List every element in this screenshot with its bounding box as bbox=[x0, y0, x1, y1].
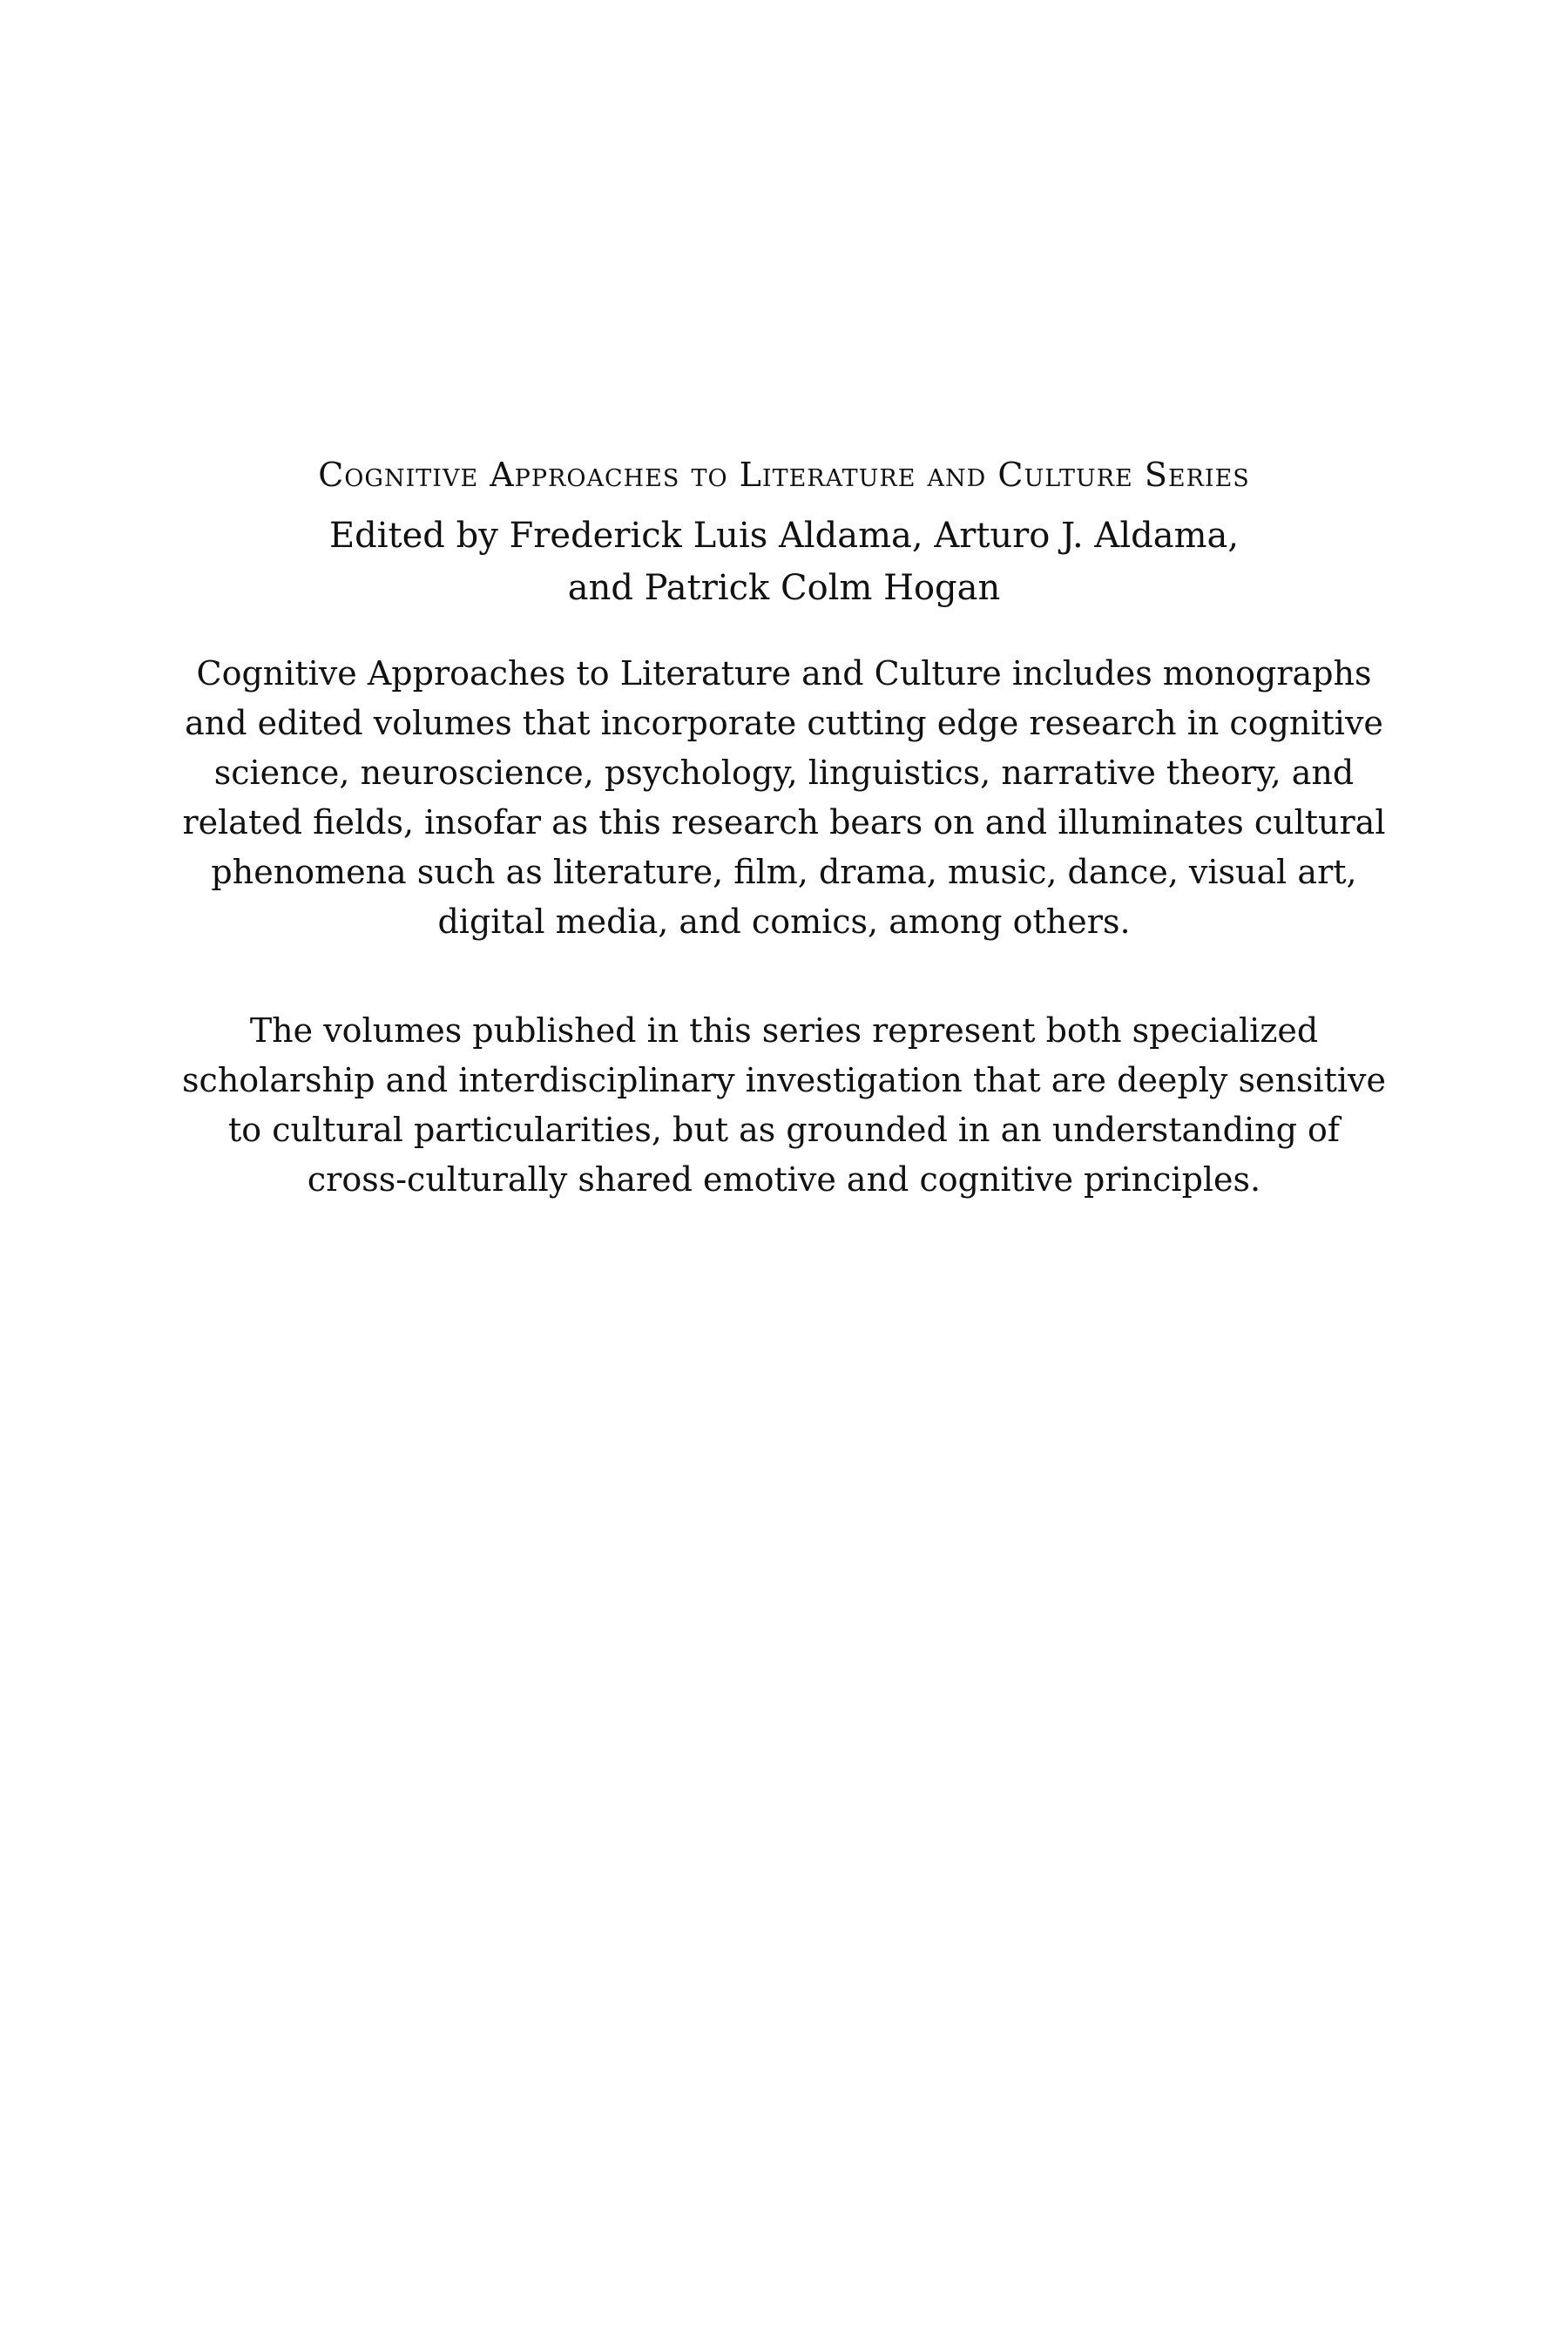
series-description-paragraph bbox=[0, 649, 1568, 947]
paragraph-line: scholarship and interdisciplinary investigation that are deeply sensitive bbox=[182, 1061, 1386, 1099]
paragraph-line: and edited volumes that incorporate cutting edge research in cognitive bbox=[185, 704, 1383, 742]
series-scope-paragraph bbox=[0, 1006, 1568, 1205]
paragraph-line: to cultural particularities, but as grounded in an understanding of bbox=[228, 1111, 1340, 1149]
paragraph-line: The volumes published in this series represent both specialized bbox=[249, 1011, 1319, 1050]
paragraph-line: Cognitive Approaches to Literature and Culture includes monographs bbox=[196, 654, 1372, 693]
paragraph-line: digital media, and comics, among others. bbox=[437, 902, 1131, 941]
series-editors bbox=[0, 510, 1568, 614]
paragraph-line: related fields, insofar as this research bears on and illuminates cultural bbox=[182, 803, 1386, 841]
paragraph-line: cross-culturally shared emotive and cognitive principles. bbox=[307, 1160, 1261, 1199]
paragraph-line: science, neuroscience, psychology, linguistics, narrative theory, and bbox=[213, 754, 1355, 792]
paragraph-line: phenomena such as literature, film, drama, music, dance, visual art, bbox=[211, 853, 1357, 891]
editors-line: Edited by Frederick Luis Aldama, Arturo J. Aldama, bbox=[328, 516, 1240, 556]
series-title: Cognitive Approaches to Literature and Culture Series bbox=[318, 456, 1250, 494]
editors-line: and Patrick Colm Hogan bbox=[567, 568, 1001, 608]
